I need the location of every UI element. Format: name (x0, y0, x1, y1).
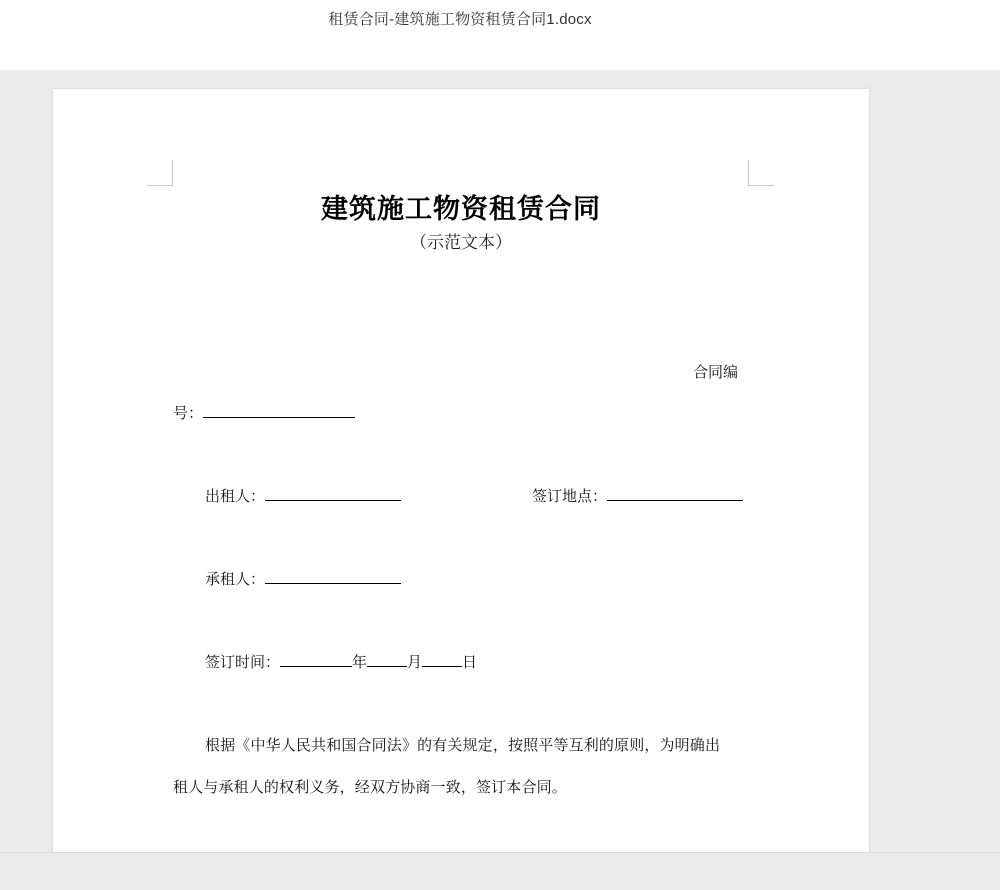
lessor-line (205, 486, 401, 506)
contract-title: 建筑施工物资租赁合同 (321, 194, 601, 225)
lessor-blank[interactable] (265, 487, 401, 501)
margin-corner-top-right (748, 160, 774, 186)
day-blank[interactable] (422, 653, 462, 667)
signing-place-blank[interactable] (607, 487, 743, 501)
month-label: 月 (407, 653, 423, 671)
lessee-line (205, 569, 401, 589)
contract-number-label (693, 362, 738, 382)
signing-time-line (205, 652, 477, 672)
month-blank[interactable] (367, 653, 407, 667)
contract-number-label-part2: 号： (173, 404, 204, 422)
year-label: 年 (352, 653, 368, 671)
document-viewport[interactable] (0, 70, 1000, 852)
year-blank[interactable] (280, 653, 352, 667)
lessee-label: 承租人： (205, 570, 266, 588)
lessee-blank[interactable] (265, 570, 401, 584)
day-label: 日 (462, 653, 478, 671)
status-bar (0, 852, 1000, 890)
contract-subtitle: （示范文本） (410, 233, 512, 253)
preamble-line-1: 根据《中华人民共和国合同法》的有关规定，按照平等互利的原则，为明确出 (205, 736, 721, 754)
signing-time-label: 签订时间： (205, 653, 281, 671)
signing-place-label: 签订地点： (532, 487, 608, 505)
preamble-line-2: 租人与承租人的权利义务，经双方协商一致，签订本合同。 (173, 778, 567, 796)
contract-number-blank[interactable] (203, 404, 355, 418)
lessor-label: 出租人： (205, 487, 266, 505)
title-bar (0, 0, 1000, 70)
contract-number-label-part1: 合同编 (693, 363, 739, 381)
document-filename: 租赁合同-建筑施工物资租赁合同1.docx (328, 11, 592, 28)
contract-number-line (173, 403, 355, 423)
margin-corner-top-left (147, 160, 173, 186)
signing-place-line (532, 486, 743, 506)
document-page[interactable] (53, 89, 869, 852)
